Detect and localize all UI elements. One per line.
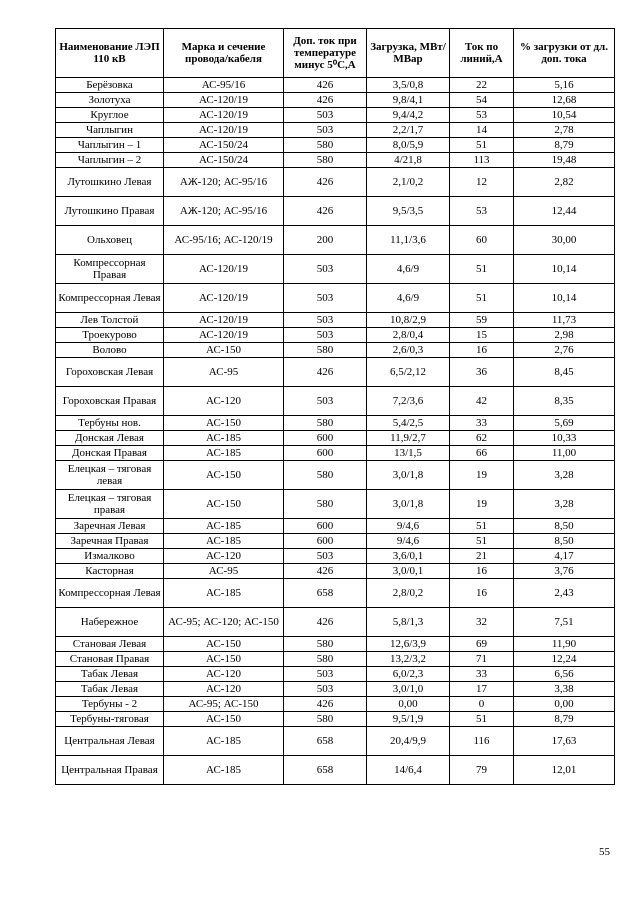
table-row	[56, 153, 615, 168]
cell-load-percent: 11,00	[514, 446, 615, 461]
page-number: 55	[599, 846, 610, 858]
cell-wire-brand: АС-185	[164, 431, 284, 446]
cell-line-name: Гороховская Левая	[56, 358, 164, 387]
cell-load-percent: 5,16	[514, 78, 615, 93]
cell-line-name: Ольховец	[56, 226, 164, 255]
cell-line-current: 53	[450, 197, 514, 226]
cell-allowed-current: 600	[284, 446, 367, 461]
cell-line-current: 15	[450, 328, 514, 343]
table-row	[56, 343, 615, 358]
cell-allowed-current: 426	[284, 93, 367, 108]
cell-wire-brand: АС-150	[164, 652, 284, 667]
cell-allowed-current: 503	[284, 255, 367, 284]
cell-allowed-current: 503	[284, 549, 367, 564]
cell-load: 4/21,8	[367, 153, 450, 168]
cell-allowed-current: 503	[284, 313, 367, 328]
table-row	[56, 197, 615, 226]
cell-load-percent: 2,98	[514, 328, 615, 343]
cell-wire-brand: АС-150/24	[164, 138, 284, 153]
cell-line-name: Елецкая – тяговая левая	[56, 461, 164, 490]
cell-load: 3,0/1,8	[367, 490, 450, 519]
cell-line-name: Елецкая – тяговая правая	[56, 490, 164, 519]
table-row	[56, 255, 615, 284]
cell-wire-brand: АС-150	[164, 490, 284, 519]
cell-load: 9/4,6	[367, 534, 450, 549]
cell-line-current: 16	[450, 579, 514, 608]
cell-line-name: Гороховская Правая	[56, 387, 164, 416]
cell-wire-brand: АС-120	[164, 549, 284, 564]
cell-wire-brand: АС-120/19	[164, 284, 284, 313]
cell-line-current: 19	[450, 461, 514, 490]
cell-wire-brand: АС-120	[164, 682, 284, 697]
cell-line-current: 14	[450, 123, 514, 138]
cell-load: 6,0/2,3	[367, 667, 450, 682]
table-row	[56, 534, 615, 549]
cell-load-percent: 8,50	[514, 534, 615, 549]
cell-wire-brand: АС-120/19	[164, 108, 284, 123]
cell-load: 2,2/1,7	[367, 123, 450, 138]
cell-allowed-current: 503	[284, 108, 367, 123]
cell-line-current: 113	[450, 153, 514, 168]
cell-line-current: 22	[450, 78, 514, 93]
cell-wire-brand: АЖ-120; АС-95/16	[164, 168, 284, 197]
cell-allowed-current: 503	[284, 328, 367, 343]
table-row	[56, 756, 615, 785]
cell-load: 9/4,6	[367, 519, 450, 534]
table-row	[56, 123, 615, 138]
table-row	[56, 226, 615, 255]
table-row	[56, 682, 615, 697]
cell-line-name: Лев Толстой	[56, 313, 164, 328]
table-row	[56, 328, 615, 343]
cell-load: 3,0/1,0	[367, 682, 450, 697]
cell-line-name: Табак Левая	[56, 667, 164, 682]
cell-load-percent: 8,79	[514, 712, 615, 727]
cell-line-current: 54	[450, 93, 514, 108]
table-row	[56, 579, 615, 608]
cell-load: 2,1/0,2	[367, 168, 450, 197]
cell-wire-brand: АС-95; АС-120; АС-150	[164, 608, 284, 637]
cell-load: 14/6,4	[367, 756, 450, 785]
table-header-row	[56, 29, 615, 78]
cell-line-name: Донская Левая	[56, 431, 164, 446]
cell-line-current: 33	[450, 416, 514, 431]
cell-line-name: Заречная Правая	[56, 534, 164, 549]
cell-allowed-current: 658	[284, 756, 367, 785]
cell-allowed-current: 426	[284, 197, 367, 226]
cell-allowed-current: 426	[284, 358, 367, 387]
cell-wire-brand: АС-95	[164, 564, 284, 579]
table-row	[56, 712, 615, 727]
cell-load: 3,0/1,8	[367, 461, 450, 490]
cell-wire-brand: АС-185	[164, 534, 284, 549]
table-row	[56, 667, 615, 682]
cell-wire-brand: АС-185	[164, 519, 284, 534]
cell-line-current: 51	[450, 284, 514, 313]
cell-allowed-current: 426	[284, 168, 367, 197]
cell-load-percent: 8,79	[514, 138, 615, 153]
cell-load-percent: 4,17	[514, 549, 615, 564]
table-row	[56, 138, 615, 153]
cell-allowed-current: 580	[284, 490, 367, 519]
cell-line-current: 51	[450, 138, 514, 153]
cell-load-percent: 3,28	[514, 461, 615, 490]
cell-wire-brand: АС-95/16; АС-120/19	[164, 226, 284, 255]
cell-line-current: 59	[450, 313, 514, 328]
cell-load-percent: 30,00	[514, 226, 615, 255]
cell-allowed-current: 658	[284, 727, 367, 756]
cell-line-name: Становая Левая	[56, 637, 164, 652]
cell-allowed-current: 580	[284, 138, 367, 153]
cell-load: 5,4/2,5	[367, 416, 450, 431]
cell-load: 20,4/9,9	[367, 727, 450, 756]
cell-wire-brand: АС-120/19	[164, 255, 284, 284]
cell-load-percent: 2,78	[514, 123, 615, 138]
cell-line-current: 51	[450, 519, 514, 534]
cell-load: 4,6/9	[367, 255, 450, 284]
table-row	[56, 637, 615, 652]
cell-line-name: Чаплыгин – 2	[56, 153, 164, 168]
cell-line-name: Донская Правая	[56, 446, 164, 461]
cell-wire-brand: АС-150	[164, 712, 284, 727]
cell-line-current: 60	[450, 226, 514, 255]
cell-allowed-current: 426	[284, 608, 367, 637]
cell-load: 3,5/0,8	[367, 78, 450, 93]
cell-load: 2,8/0,2	[367, 579, 450, 608]
cell-line-name: Лутошкино Правая	[56, 197, 164, 226]
table-row	[56, 313, 615, 328]
table-row	[56, 108, 615, 123]
cell-allowed-current: 580	[284, 416, 367, 431]
cell-allowed-current: 503	[284, 682, 367, 697]
cell-load: 13,2/3,2	[367, 652, 450, 667]
cell-load-percent: 10,14	[514, 255, 615, 284]
cell-load: 12,6/3,9	[367, 637, 450, 652]
cell-wire-brand: АС-150	[164, 637, 284, 652]
cell-wire-brand: АС-150	[164, 461, 284, 490]
cell-load-percent: 0,00	[514, 697, 615, 712]
cell-allowed-current: 503	[284, 284, 367, 313]
cell-load-percent: 10,33	[514, 431, 615, 446]
cell-load: 7,2/3,6	[367, 387, 450, 416]
cell-line-name: Чаплыгин	[56, 123, 164, 138]
cell-line-current: 33	[450, 667, 514, 682]
cell-line-current: 12	[450, 168, 514, 197]
cell-load: 3,0/0,1	[367, 564, 450, 579]
header-allowed-current: Доп. ток при температуре минус 5⁰С,А	[284, 29, 367, 78]
cell-line-current: 21	[450, 549, 514, 564]
cell-wire-brand: АЖ-120; АС-95/16	[164, 197, 284, 226]
table-row	[56, 93, 615, 108]
cell-load-percent: 11,73	[514, 313, 615, 328]
cell-load-percent: 11,90	[514, 637, 615, 652]
cell-load: 9,5/1,9	[367, 712, 450, 727]
table-row	[56, 446, 615, 461]
cell-wire-brand: АС-185	[164, 579, 284, 608]
cell-line-name: Становая Правая	[56, 652, 164, 667]
cell-line-name: Компрессорная Левая	[56, 579, 164, 608]
cell-line-name: Троекурово	[56, 328, 164, 343]
cell-load-percent: 3,28	[514, 490, 615, 519]
cell-load-percent: 12,24	[514, 652, 615, 667]
cell-line-current: 79	[450, 756, 514, 785]
cell-line-name: Волово	[56, 343, 164, 358]
cell-load-percent: 3,76	[514, 564, 615, 579]
cell-wire-brand: АС-120/19	[164, 93, 284, 108]
cell-line-name: Тербуны - 2	[56, 697, 164, 712]
table-row	[56, 168, 615, 197]
cell-line-name: Тербуны нов.	[56, 416, 164, 431]
cell-wire-brand: АС-185	[164, 756, 284, 785]
cell-line-current: 19	[450, 490, 514, 519]
cell-line-name: Золотуха	[56, 93, 164, 108]
cell-load-percent: 2,76	[514, 343, 615, 358]
cell-load: 5,8/1,3	[367, 608, 450, 637]
cell-load-percent: 2,82	[514, 168, 615, 197]
cell-load: 2,8/0,4	[367, 328, 450, 343]
cell-load: 8,0/5,9	[367, 138, 450, 153]
cell-line-current: 116	[450, 727, 514, 756]
cell-load-percent: 12,68	[514, 93, 615, 108]
table-row	[56, 490, 615, 519]
cell-wire-brand: АС-185	[164, 446, 284, 461]
cell-line-current: 42	[450, 387, 514, 416]
cell-line-name: Чаплыгин – 1	[56, 138, 164, 153]
table-row	[56, 697, 615, 712]
cell-wire-brand: АС-95	[164, 358, 284, 387]
cell-allowed-current: 503	[284, 667, 367, 682]
cell-allowed-current: 600	[284, 431, 367, 446]
cell-wire-brand: АС-120/19	[164, 313, 284, 328]
cell-line-current: 69	[450, 637, 514, 652]
cell-load: 9,8/4,1	[367, 93, 450, 108]
cell-wire-brand: АС-120/19	[164, 328, 284, 343]
table-row	[56, 652, 615, 667]
cell-wire-brand: АС-150	[164, 416, 284, 431]
table-row	[56, 727, 615, 756]
header-wire-brand: Марка и сечение провода/кабеля	[164, 29, 284, 78]
cell-load-percent: 5,69	[514, 416, 615, 431]
cell-line-name: Набережное	[56, 608, 164, 637]
cell-line-name: Тербуны-тяговая	[56, 712, 164, 727]
cell-wire-brand: АС-120	[164, 667, 284, 682]
cell-load-percent: 19,48	[514, 153, 615, 168]
cell-allowed-current: 503	[284, 123, 367, 138]
cell-line-current: 51	[450, 255, 514, 284]
cell-load-percent: 8,45	[514, 358, 615, 387]
table-row	[56, 608, 615, 637]
cell-load: 9,5/3,5	[367, 197, 450, 226]
cell-line-name: Центральная Правая	[56, 756, 164, 785]
cell-line-current: 17	[450, 682, 514, 697]
table-row	[56, 284, 615, 313]
cell-allowed-current: 580	[284, 712, 367, 727]
cell-load-percent: 17,63	[514, 727, 615, 756]
table-row	[56, 564, 615, 579]
cell-line-current: 32	[450, 608, 514, 637]
cell-line-current: 51	[450, 712, 514, 727]
cell-load: 4,6/9	[367, 284, 450, 313]
header-line-current: Ток по линий,А	[450, 29, 514, 78]
cell-load: 10,8/2,9	[367, 313, 450, 328]
cell-line-name: Табак Левая	[56, 682, 164, 697]
cell-allowed-current: 658	[284, 579, 367, 608]
cell-load-percent: 8,35	[514, 387, 615, 416]
cell-wire-brand: АС-120	[164, 387, 284, 416]
cell-line-name: Измалково	[56, 549, 164, 564]
table-row	[56, 358, 615, 387]
cell-line-name: Компрессорная Левая	[56, 284, 164, 313]
cell-line-current: 62	[450, 431, 514, 446]
cell-allowed-current: 580	[284, 153, 367, 168]
cell-load: 11,9/2,7	[367, 431, 450, 446]
cell-line-current: 66	[450, 446, 514, 461]
cell-line-current: 16	[450, 564, 514, 579]
cell-allowed-current: 580	[284, 461, 367, 490]
cell-load-percent: 7,51	[514, 608, 615, 637]
table-row	[56, 461, 615, 490]
cell-wire-brand: АС-185	[164, 727, 284, 756]
cell-allowed-current: 200	[284, 226, 367, 255]
cell-line-name: Касторная	[56, 564, 164, 579]
load-table	[55, 28, 615, 785]
cell-allowed-current: 426	[284, 78, 367, 93]
cell-allowed-current: 580	[284, 343, 367, 358]
cell-wire-brand: АС-95/16	[164, 78, 284, 93]
cell-line-current: 53	[450, 108, 514, 123]
cell-line-current: 16	[450, 343, 514, 358]
cell-allowed-current: 503	[284, 387, 367, 416]
cell-load: 11,1/3,6	[367, 226, 450, 255]
table-row	[56, 416, 615, 431]
cell-wire-brand: АС-150/24	[164, 153, 284, 168]
cell-load: 3,6/0,1	[367, 549, 450, 564]
cell-load-percent: 12,44	[514, 197, 615, 226]
cell-allowed-current: 580	[284, 652, 367, 667]
cell-wire-brand: АС-120/19	[164, 123, 284, 138]
header-load-percent: % загрузки от дл. доп. тока	[514, 29, 615, 78]
cell-line-current: 36	[450, 358, 514, 387]
cell-line-current: 71	[450, 652, 514, 667]
cell-allowed-current: 600	[284, 534, 367, 549]
cell-load-percent: 3,38	[514, 682, 615, 697]
cell-line-name: Лутошкино Левая	[56, 168, 164, 197]
table-row	[56, 519, 615, 534]
cell-load: 6,5/2,12	[367, 358, 450, 387]
cell-wire-brand: АС-95; АС-150	[164, 697, 284, 712]
cell-load-percent: 8,50	[514, 519, 615, 534]
cell-load: 9,4/4,2	[367, 108, 450, 123]
cell-line-current: 0	[450, 697, 514, 712]
header-load: Загрузка, МВт/МВар	[367, 29, 450, 78]
cell-line-name: Компрессорная Правая	[56, 255, 164, 284]
cell-line-name: Заречная Левая	[56, 519, 164, 534]
cell-line-current: 51	[450, 534, 514, 549]
cell-allowed-current: 600	[284, 519, 367, 534]
cell-load-percent: 10,14	[514, 284, 615, 313]
cell-load-percent: 10,54	[514, 108, 615, 123]
cell-load: 2,6/0,3	[367, 343, 450, 358]
cell-line-name: Центральная Левая	[56, 727, 164, 756]
cell-load: 13/1,5	[367, 446, 450, 461]
cell-wire-brand: АС-150	[164, 343, 284, 358]
cell-line-name: Круглое	[56, 108, 164, 123]
cell-line-name: Берёзовка	[56, 78, 164, 93]
cell-load-percent: 12,01	[514, 756, 615, 785]
table-row	[56, 387, 615, 416]
table-row	[56, 549, 615, 564]
header-line-name: Наименование ЛЭП 110 кВ	[56, 29, 164, 78]
table-row	[56, 78, 615, 93]
cell-load-percent: 6,56	[514, 667, 615, 682]
cell-allowed-current: 426	[284, 564, 367, 579]
table-row	[56, 431, 615, 446]
cell-allowed-current: 426	[284, 697, 367, 712]
cell-load-percent: 2,43	[514, 579, 615, 608]
cell-load: 0,00	[367, 697, 450, 712]
cell-allowed-current: 580	[284, 637, 367, 652]
